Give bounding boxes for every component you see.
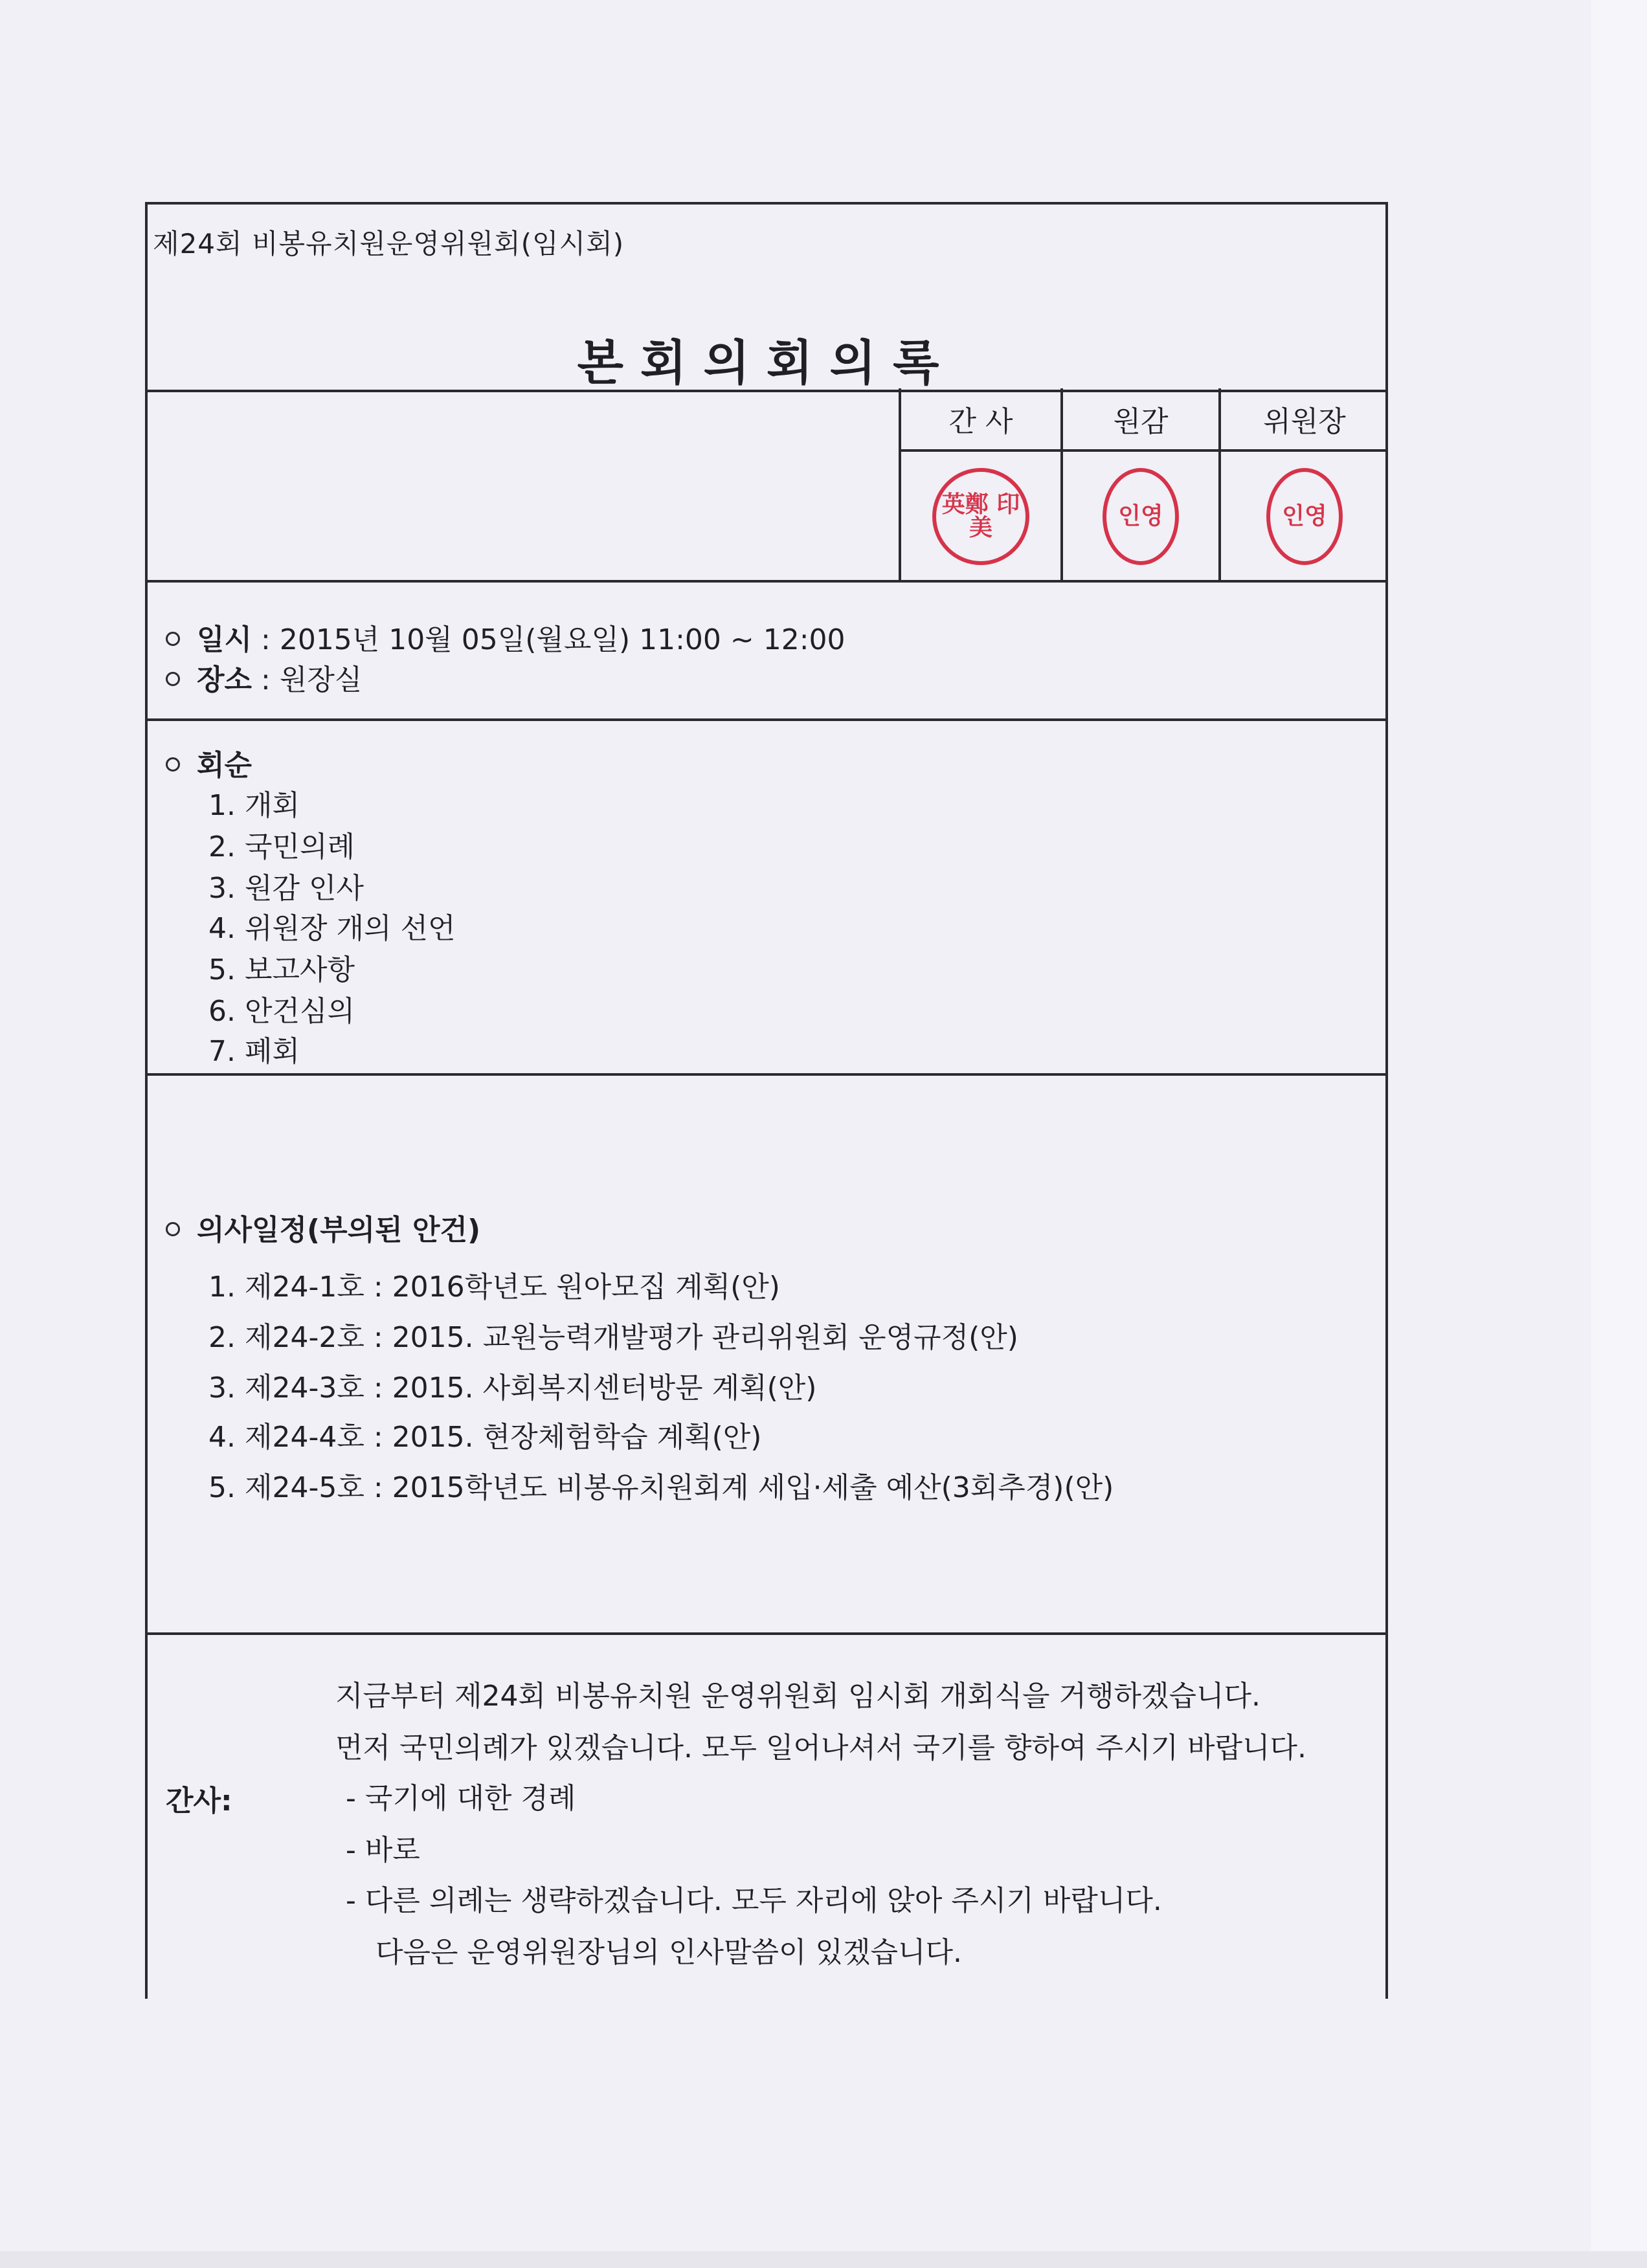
agenda-item: 5. 제24-5호 : 2015학년도 비봉유치원회계 세입·세출 예산(3회추경)(안)	[208, 1471, 1114, 1504]
speech-line: 다음은 운영위원장님의 인사말씀이 있겠습니다.	[375, 1936, 963, 1969]
order-item: 6. 안건심의	[208, 995, 355, 1028]
speaker-label: 간사:	[166, 1784, 232, 1818]
order-item: 2. 국민의례	[208, 830, 355, 863]
speech-line: 지금부터 제24회 비봉유치원 운영위원회 임시회 개회식을 거행하겠습니다.	[335, 1680, 1261, 1713]
approval-head-vice-principal: 원감	[1060, 388, 1218, 449]
bullet-icon	[166, 672, 180, 686]
bullet-icon	[166, 1222, 180, 1236]
place-row	[166, 656, 362, 698]
agenda-label: 의사일정(부의된 안건)	[197, 1214, 481, 1247]
approval-head-chair: 위원장	[1218, 388, 1388, 449]
agenda-heading	[166, 1206, 480, 1248]
speech-line: 먼저 국민의례가 있겠습니다. 모두 일어나셔서 국기를 향하여 주시기 바랍니다.	[335, 1731, 1306, 1764]
order-item: 5. 보고사항	[208, 953, 355, 986]
approval-stamp-secretary	[899, 449, 1060, 581]
seal-stamp: 인영	[1266, 468, 1343, 565]
document-title: 본회의회의록	[577, 335, 956, 391]
speech-line: - 국기에 대한 경례	[346, 1782, 576, 1815]
agenda-item: 3. 제24-3호 : 2015. 사회복지센터방문 계획(안)	[208, 1372, 817, 1405]
approval-head-secretary: 간 사	[899, 388, 1060, 449]
page-margin	[1591, 0, 1647, 2268]
divider	[148, 580, 1385, 583]
meeting-name: 제24회 비봉유치원운영위원회(임시회)	[153, 228, 625, 260]
date-value: : 2015년 10월 05일(월요일) 11:00 ~ 12:00	[261, 623, 846, 656]
order-item: 1. 개회	[208, 789, 300, 822]
approval-box	[899, 388, 1388, 581]
order-heading	[166, 742, 252, 783]
bullet-icon	[166, 757, 180, 772]
order-item: 4. 위원장 개의 선언	[208, 912, 456, 945]
approval-stamp-vice-principal	[1060, 449, 1218, 581]
order-label: 회순	[197, 749, 252, 782]
place-value: : 원장실	[261, 663, 363, 696]
speech-line: - 다른 의례는 생략하겠습니다. 모두 자리에 앉아 주시기 바랍니다.	[346, 1884, 1162, 1917]
date-label: 일시	[197, 623, 252, 656]
place-label: 장소	[197, 663, 252, 696]
minutes-document	[145, 202, 1388, 1999]
seal-stamp: 인영	[1103, 468, 1179, 565]
agenda-item: 4. 제24-4호 : 2015. 현장체험학습 계획(안)	[208, 1421, 762, 1454]
date-row	[166, 616, 846, 658]
agenda-item: 1. 제24-1호 : 2016학년도 원아모집 계획(안)	[208, 1271, 780, 1304]
divider	[148, 1073, 1385, 1076]
divider	[148, 718, 1385, 721]
speech-line: - 바로	[346, 1834, 420, 1867]
approval-stamp-chair	[1218, 449, 1388, 581]
page-bottom-edge	[0, 2251, 1647, 2268]
seal-stamp: 英鄭 印美	[932, 468, 1029, 565]
divider	[148, 1632, 1385, 1635]
bullet-icon	[166, 632, 180, 646]
agenda-item: 2. 제24-2호 : 2015. 교원능력개발평가 관리위원회 운영규정(안)	[208, 1321, 1018, 1354]
order-item: 3. 원감 인사	[208, 872, 364, 905]
order-item: 7. 폐회	[208, 1035, 300, 1068]
